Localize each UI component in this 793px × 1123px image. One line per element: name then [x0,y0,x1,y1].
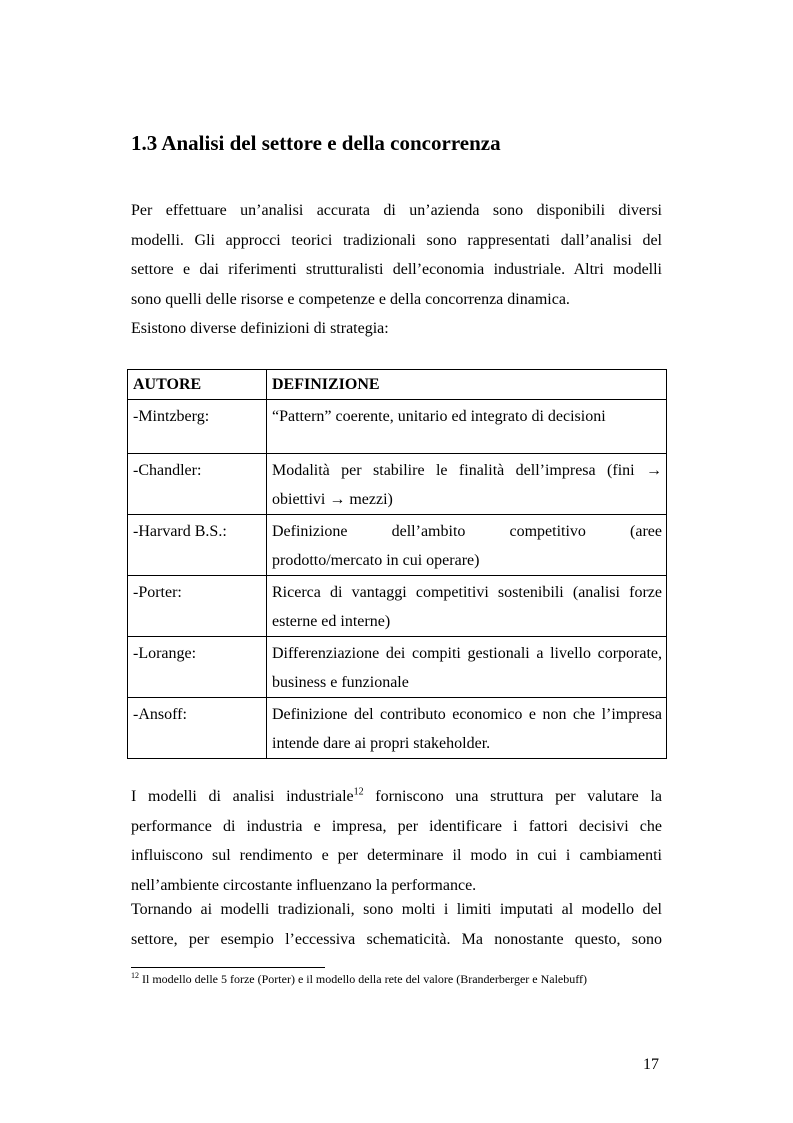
footnote [131,972,587,987]
definition-line: prodotto/mercato in cui operare) [272,552,480,569]
table-row [128,515,667,576]
author-cell: -Porter: [128,576,267,637]
paragraph-line: settore, per esempio l’eccessiva schematicità. Ma nonostante questo, sono [131,930,662,948]
strategy-definitions-table [127,369,667,759]
definition-line: Definizione del contributo economico e non che l’impresa [272,706,662,723]
author-cell: -Chandler: [128,454,267,515]
table-header-row [128,370,667,400]
page-number: 17 [643,1056,659,1073]
definition-cell [267,515,667,576]
definition-line: Definizione dell’ambito competitivo (aree [272,523,662,540]
definition-line: business e funzionale [272,674,409,691]
table-row [128,637,667,698]
footnote-divider [131,967,325,968]
footnote-text: Il modello delle 5 forze (Porter) e il modello della rete del valore (Branderberger e Nalebuff) [139,972,588,986]
definition-cell [267,576,667,637]
author-cell: -Mintzberg: [128,400,267,454]
intro-line: modelli. Gli approcci teorici tradizionali sono rappresentati dall’analisi del [131,231,662,249]
traditional-models-paragraph [131,895,662,954]
footnote-reference: 12 [353,786,364,798]
intro-paragraph [131,196,662,344]
paragraph-line: nell’ambiente circostante influenzano la performance. [131,876,477,894]
column-header-author: AUTORE [128,370,267,400]
author-cell: -Lorange: [128,637,267,698]
definition-line: esterne ed interne) [272,613,391,630]
models-paragraph [131,782,662,900]
author-cell: -Harvard B.S.: [128,515,267,576]
definition-line: Differenziazione dei compiti gestionali a livello corporate, [272,645,662,662]
intro-line: Per effettuare un’analisi accurata di un’azienda sono disponibili diversi [131,202,662,219]
paragraph-text: I modelli di analisi industriale [131,788,354,805]
paragraph-line [131,782,662,812]
intro-line: settore e dai riferimenti strutturalisti dell’economia industriale. Altri modelli [131,261,662,278]
intro-line: sono quelli delle risorse e competenze e della concorrenza dinamica. [131,290,570,308]
table-row [128,400,667,454]
intro-line: Esistono diverse definizioni di strategia: [131,320,389,337]
column-header-definition: DEFINIZIONE [267,370,667,400]
definition-line: intende dare ai propri stakeholder. [272,735,491,752]
definition-line: “Pattern” coerente, unitario ed integrato di decisioni [272,408,606,425]
table-row [128,454,667,515]
definition-cell [267,454,667,515]
definition-line: Modalità per stabilire le finalità dell’impresa (fini → [272,462,662,479]
paragraph-text: forniscono una struttura per valutare la [363,788,662,805]
definition-line: Ricerca di vantaggi competitivi sostenibili (analisi forze [272,584,662,601]
paragraph-line: influiscono sul rendimento e per determinare il modo in cui i cambiamenti [131,847,662,864]
definition-cell [267,698,667,759]
definition-line: obiettivi → mezzi) [272,491,393,508]
table-row [128,576,667,637]
footnote-number: 12 [131,971,139,980]
definition-cell [267,400,667,454]
table-row [128,698,667,759]
author-cell: -Ansoff: [128,698,267,759]
section-heading: 1.3 Analisi del settore e della concorrenza [131,131,501,155]
definition-cell [267,637,667,698]
paragraph-line: performance di industria e impresa, per identificare i fattori decisivi che [131,817,662,835]
paragraph-line: Tornando ai modelli tradizionali, sono molti i limiti imputati al modello del [131,901,662,918]
